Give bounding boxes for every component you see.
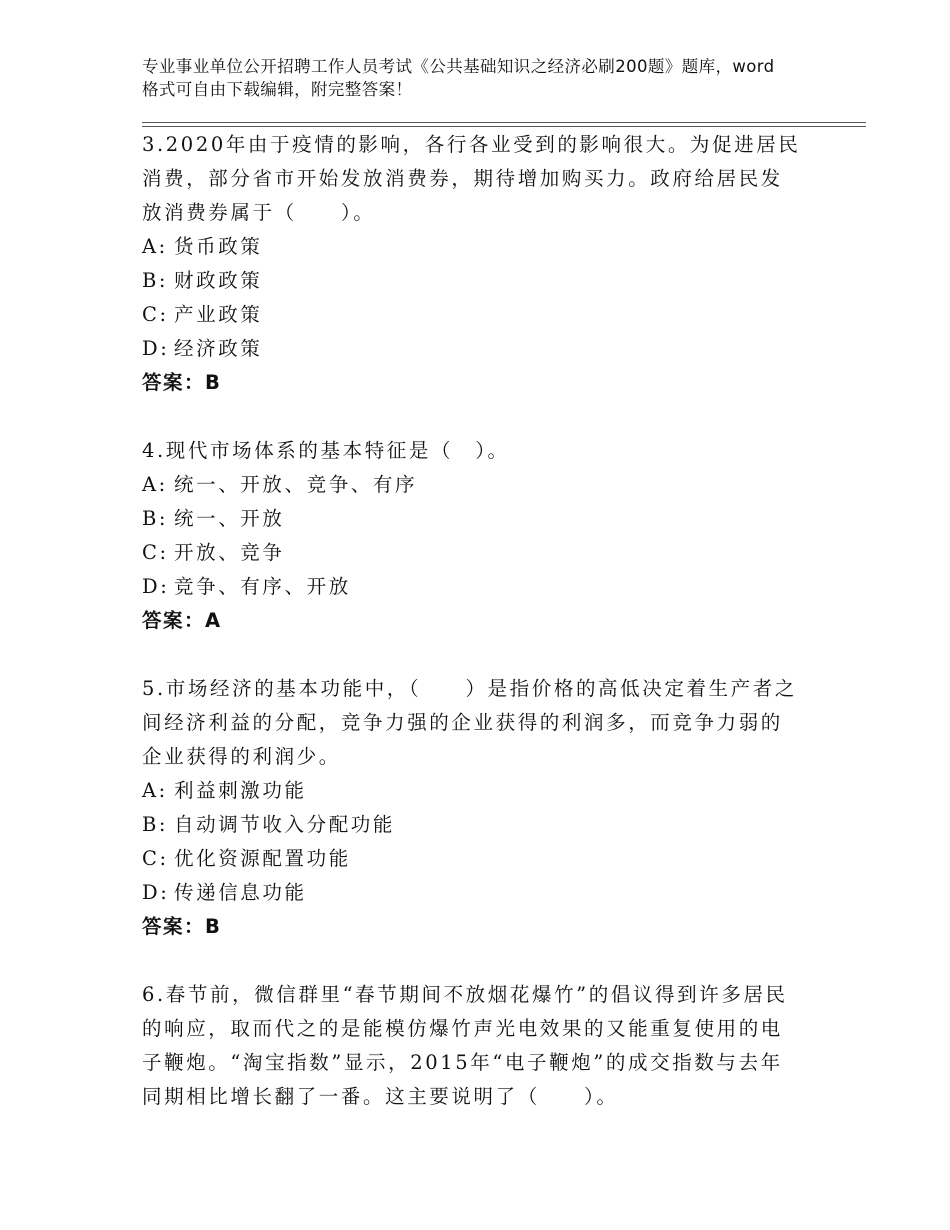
option-d (142, 876, 802, 910)
document-header: 专业事业单位公开招聘工作人员考试《公共基础知识之经济必刷200题》题库，word格式可自由下载编辑，附完整答案！ (142, 57, 775, 99)
option-text: 统一、开放、竞争、有序 (174, 473, 418, 496)
option-b (142, 264, 802, 298)
question-stem: 3.2020年由于疫情的影响，各行各业受到的影响很大。为促进居民消费，部分省市开始发放消费券，期待增加购买力。政府给居民发放消费券属于（ ）。 (142, 133, 801, 224)
option-a (142, 468, 802, 502)
option-a (142, 230, 802, 264)
answer-line: 答案：B (142, 915, 222, 938)
option-text: 货币政策 (174, 235, 263, 258)
option-b (142, 808, 802, 842)
option-letter: B: (142, 813, 169, 836)
question-stem: 6.春节前，微信群里“春节期间不放烟花爆竹”的倡议得到许多居民的响应，取而代之的是能模仿爆竹声光电效果的又能重复使用的电子鞭炮。“淘宝指数”显示，2015年“电子鞭炮”的成交指数与去年同期相比增长翻了一番。这主要说明了（ ）。 (142, 983, 788, 1108)
option-letter: A: (142, 473, 168, 496)
option-d (142, 570, 802, 604)
option-text: 自动调节收入分配功能 (174, 813, 396, 836)
option-letter: C: (142, 847, 169, 870)
header-divider-bottom (142, 126, 866, 127)
option-text: 财政政策 (174, 269, 263, 292)
question-3 (142, 128, 802, 400)
option-c (142, 842, 802, 876)
option-letter: D: (142, 575, 170, 598)
option-c (142, 298, 802, 332)
header-divider-top (142, 122, 866, 123)
option-d (142, 332, 802, 366)
option-letter: D: (142, 881, 170, 904)
option-text: 传递信息功能 (174, 881, 307, 904)
option-text: 利益刺激功能 (174, 779, 307, 802)
spacer (142, 944, 802, 978)
option-text: 优化资源配置功能 (174, 847, 351, 870)
option-text: 经济政策 (174, 337, 263, 360)
question-4 (142, 434, 802, 638)
option-letter: B: (142, 269, 169, 292)
answer-line: 答案：A (142, 609, 222, 632)
spacer (142, 400, 802, 434)
option-letter: D: (142, 337, 170, 360)
question-stem: 5.市场经济的基本功能中，（ ）是指价格的高低决定着生产者之间经济利益的分配，竞争力强的企业获得的利润多，而竞争力弱的企业获得的利润少。 (142, 677, 797, 768)
option-letter: A: (142, 235, 168, 258)
option-letter: B: (142, 507, 169, 530)
option-text: 产业政策 (174, 303, 263, 326)
question-5 (142, 672, 802, 944)
option-a (142, 774, 802, 808)
question-list (142, 128, 802, 1114)
option-text: 统一、开放 (174, 507, 285, 530)
option-c (142, 536, 802, 570)
question-6 (142, 978, 802, 1114)
answer-line: 答案：B (142, 371, 222, 394)
question-stem: 4.现代市场体系的基本特征是（ ）。 (142, 439, 510, 462)
option-letter: A: (142, 779, 168, 802)
option-letter: C: (142, 303, 169, 326)
option-text: 开放、竞争 (174, 541, 285, 564)
option-letter: C: (142, 541, 169, 564)
option-b (142, 502, 802, 536)
option-text: 竞争、有序、开放 (174, 575, 351, 598)
spacer (142, 638, 802, 672)
